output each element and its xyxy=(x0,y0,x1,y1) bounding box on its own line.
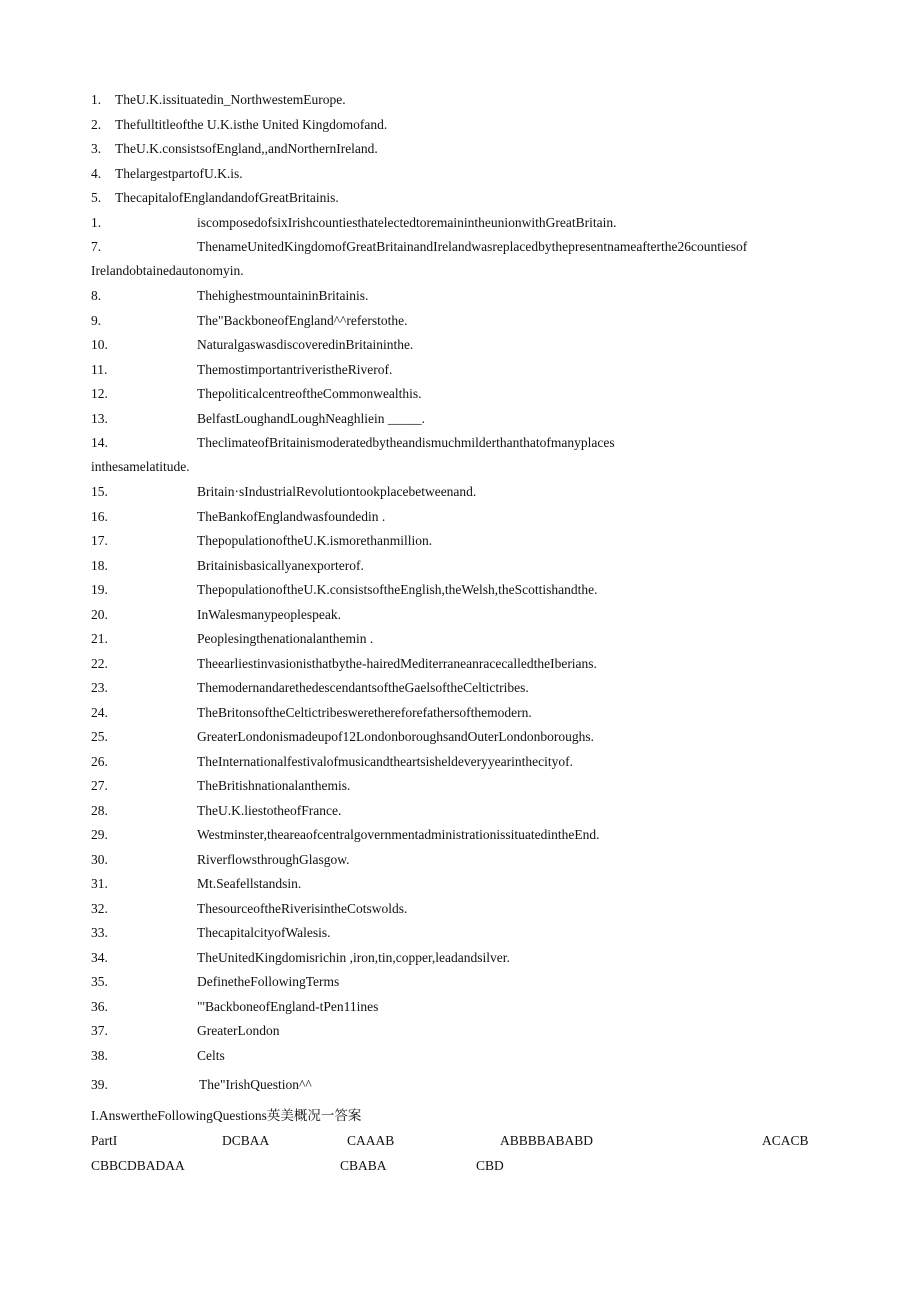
question-item xyxy=(91,875,831,893)
question-text: InWalesmanypeoplespeak. xyxy=(197,607,341,622)
question-item xyxy=(91,116,831,134)
question-text: Britain·sIndustrialRevolutiontookplacebetweenand. xyxy=(197,484,477,499)
question-item xyxy=(91,851,831,869)
answer-group: CBABA xyxy=(340,1158,387,1173)
question-text: "'BackboneofEngland-tPen11ines xyxy=(197,999,379,1014)
question-number: 29. xyxy=(91,827,108,842)
question-number: 36. xyxy=(91,999,108,1014)
question-item xyxy=(91,753,831,771)
question-item xyxy=(91,630,831,648)
question-text: The"IrishQuestion^^ xyxy=(199,1077,312,1092)
question-number: 14. xyxy=(91,435,108,450)
question-item xyxy=(91,973,831,991)
answer-part-label: PartI xyxy=(91,1133,118,1148)
question-item xyxy=(91,140,831,158)
question-item xyxy=(91,189,831,207)
question-text: DefinetheFollowingTerms xyxy=(197,974,340,989)
question-number: 8. xyxy=(91,288,102,303)
question-item xyxy=(91,728,831,746)
answer-group: CBD xyxy=(476,1158,504,1173)
answer-group: CAAAB xyxy=(347,1133,395,1148)
question-text: ThehighestmountaininBritainis. xyxy=(197,288,369,303)
question-text: ThemostimportantriveristheRiverof. xyxy=(197,362,393,377)
question-item xyxy=(91,434,831,452)
question-item xyxy=(91,165,831,183)
question-number: 2. xyxy=(91,117,102,132)
question-number: 16. xyxy=(91,509,108,524)
question-text: Peoplesingthenationalanthemin . xyxy=(197,631,374,646)
question-text: TheBankofEnglandwasfoundedin . xyxy=(197,509,386,524)
question-number: 28. xyxy=(91,803,108,818)
question-item xyxy=(91,483,831,501)
question-number: 30. xyxy=(91,852,108,867)
question-item xyxy=(91,900,831,918)
question-number: 33. xyxy=(91,925,108,940)
question-text: ThepopulationoftheU.K.ismorethanmillion. xyxy=(197,533,433,548)
question-number: 32. xyxy=(91,901,108,916)
question-number: 19. xyxy=(91,582,108,597)
question-number: 18. xyxy=(91,558,108,573)
question-item xyxy=(91,1076,831,1094)
question-number: 34. xyxy=(91,950,108,965)
question-text: ThecapitalofEnglandandofGreatBritainis. xyxy=(115,190,339,205)
question-text: GreaterLondon xyxy=(197,1023,280,1038)
question-text: ThesourceoftheRiverisintheCotswolds. xyxy=(197,901,408,916)
question-text: TheclimateofBritainismoderatedbytheandismuchmilderthanthatofmanyplaces xyxy=(197,435,615,450)
question-text: Theearliestinvasionisthatbythe-hairedMediterraneanracecalledtheIberians. xyxy=(197,656,597,671)
question-item xyxy=(91,606,831,624)
question-text: ThecapitalcityofWalesis. xyxy=(197,925,331,940)
question-number: 1. xyxy=(91,92,102,107)
question-text: iscomposedofsixIrishcountiesthatelectedtoremainintheunionwithGreatBritain. xyxy=(197,215,617,230)
question-item xyxy=(91,385,831,403)
question-number: 37. xyxy=(91,1023,108,1038)
question-item xyxy=(91,336,831,354)
question-text: TheBritonsoftheCeltictribeswerethereforefathersofthemodern. xyxy=(197,705,532,720)
answer-group: ACACB xyxy=(762,1133,809,1148)
question-text: TheU.K.liestotheofFrance. xyxy=(197,803,342,818)
question-number: 1. xyxy=(91,215,102,230)
question-number: 26. xyxy=(91,754,108,769)
question-number: 10. xyxy=(91,337,108,352)
question-number: 31. xyxy=(91,876,108,891)
question-number: 13. xyxy=(91,411,108,426)
question-item xyxy=(91,777,831,795)
question-item xyxy=(91,1022,831,1040)
question-item xyxy=(91,214,831,232)
question-item xyxy=(91,802,831,820)
question-item xyxy=(91,949,831,967)
question-number: 25. xyxy=(91,729,108,744)
question-item xyxy=(91,581,831,599)
question-number: 21. xyxy=(91,631,108,646)
question-text: ThepopulationoftheU.K.consistsoftheEnglish,theWelsh,theScottishandthe. xyxy=(197,582,598,597)
question-number: 27. xyxy=(91,778,108,793)
answer-group: DCBAA xyxy=(222,1133,270,1148)
question-text: TheU.K.consistsofEngland,,andNorthernIreland. xyxy=(115,141,378,156)
question-text: Britainisbasicallyanexporterof. xyxy=(197,558,364,573)
question-text: TheInternationalfestivalofmusicandtheartsisheldeveryyearinthecityof. xyxy=(197,754,573,769)
question-text: ThepoliticalcentreoftheCommonwealthis. xyxy=(197,386,422,401)
question-text: ThemodernandarethedescendantsoftheGaelsoftheCeltictribes. xyxy=(197,680,529,695)
question-number: 7. xyxy=(91,239,102,254)
question-continuation: Irelandobtainedautonomyin. xyxy=(91,263,244,278)
question-number: 12. xyxy=(91,386,108,401)
question-item xyxy=(91,287,831,305)
question-number: 39. xyxy=(91,1077,108,1092)
question-text: TheUnitedKingdomisrichin ,iron,tin,copper,leadandsilver. xyxy=(197,950,510,965)
question-item xyxy=(91,508,831,526)
question-text: The"BackboneofEngland^^referstothe. xyxy=(197,313,408,328)
question-item xyxy=(91,655,831,673)
question-number: 24. xyxy=(91,705,108,720)
question-text: TheBritishnationalanthemis. xyxy=(197,778,351,793)
question-number: 23. xyxy=(91,680,108,695)
question-number: 22. xyxy=(91,656,108,671)
question-item xyxy=(91,361,831,379)
question-item xyxy=(91,91,831,109)
question-number: 20. xyxy=(91,607,108,622)
question-item xyxy=(91,924,831,942)
question-item xyxy=(91,826,831,844)
question-number: 15. xyxy=(91,484,108,499)
question-item xyxy=(91,312,831,330)
question-text: TheU.K.issituatedin_NorthwestemEurope. xyxy=(115,92,346,107)
answers-heading: I.AnswertheFollowingQuestions英美概况一答案 xyxy=(91,1108,362,1123)
question-number: 5. xyxy=(91,190,102,205)
question-item xyxy=(91,998,831,1016)
question-number: 35. xyxy=(91,974,108,989)
question-continuation: inthesamelatitude. xyxy=(91,459,190,474)
question-text: NaturalgaswasdiscoveredinBritaininthe. xyxy=(197,337,414,352)
question-item xyxy=(91,532,831,550)
question-text: ThelargestpartofU.K.is. xyxy=(115,166,243,181)
question-item xyxy=(91,410,831,428)
question-number: 38. xyxy=(91,1048,108,1063)
question-text: Westminster,theareaofcentralgovernmentadministrationissituatedintheEnd. xyxy=(197,827,600,842)
question-text: Thefulltitleofthe U.K.isthe United Kingdomofand. xyxy=(115,117,388,132)
question-text: BelfastLoughandLoughNeaghliein _____. xyxy=(197,411,425,426)
question-text: Mt.Seafellstandsin. xyxy=(197,876,302,891)
question-text: Celts xyxy=(197,1048,225,1063)
question-item xyxy=(91,557,831,575)
question-item xyxy=(91,238,831,256)
question-number: 3. xyxy=(91,141,102,156)
question-item xyxy=(91,1047,831,1065)
question-item xyxy=(91,679,831,697)
question-text: RiverflowsthroughGlasgow. xyxy=(197,852,350,867)
answer-group: ABBBBABABD xyxy=(500,1133,594,1148)
question-text: GreaterLondonismadeupof12LondonboroughsandOuterLondonboroughs. xyxy=(197,729,595,744)
question-number: 17. xyxy=(91,533,108,548)
question-number: 11. xyxy=(91,362,108,377)
question-item xyxy=(91,704,831,722)
answer-group: CBBCDBADAA xyxy=(91,1158,185,1173)
question-number: 9. xyxy=(91,313,102,328)
question-text: ThenameUnitedKingdomofGreatBritainandIrelandwasreplacedbythepresentnameafterthe26countiesof xyxy=(197,239,748,254)
question-number: 4. xyxy=(91,166,102,181)
